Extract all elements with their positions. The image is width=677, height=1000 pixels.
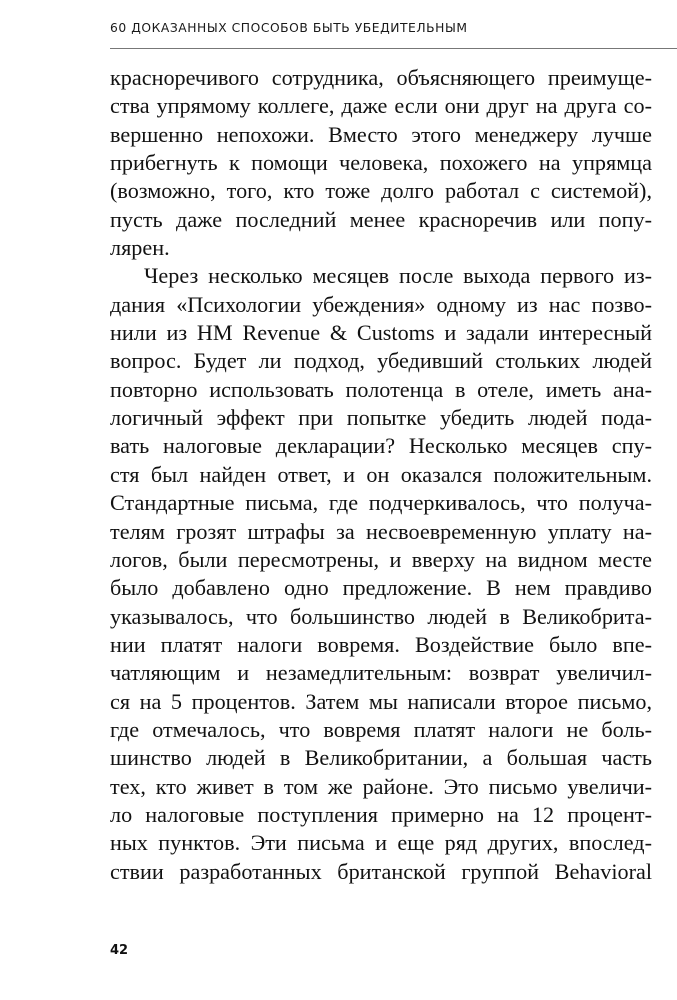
- text-line: ствии разработанных британской группой Behavioral: [110, 858, 652, 884]
- text-line: чатляющим и незамедлительным: возврат увеличил-: [110, 660, 652, 686]
- text-line: ства упрямому коллеге, даже если они друг на друга со-: [110, 93, 652, 119]
- text-line: нили из HM Revenue & Customs и задали интересный: [110, 320, 652, 346]
- running-title: 60 ДОКАЗАННЫХ СПОСОБОВ БЫТЬ УБЕДИТЕЛЬНЫМ: [110, 21, 468, 35]
- text-line: телям грозят штрафы за несвоевременную уплату на-: [110, 518, 652, 544]
- paragraph-1: [110, 64, 652, 262]
- text-line: нии платят налоги вовремя. Воздействие было впе-: [110, 631, 652, 657]
- text-line: ло налоговые поступления примерно на 12 процент-: [110, 801, 652, 827]
- text-line: ся на 5 процентов. Затем мы написали второе письмо,: [110, 688, 652, 714]
- text-line: вопрос. Будет ли подход, убедивший стольких людей: [110, 348, 652, 374]
- text-line: повторно использовать полотенца в отеле, иметь ана-: [110, 376, 652, 402]
- header-divider: [110, 48, 677, 49]
- text-line: логичный эффект при попытке убедить людей пода-: [110, 405, 652, 431]
- text-line: пусть даже последний менее красноречив или попу-: [110, 206, 652, 232]
- text-line: дания «Психологии убеждения» одному из нас позво-: [110, 291, 652, 317]
- text-line: стя был найден ответ, и он оказался положительным.: [110, 461, 652, 487]
- text-line: прибегнуть к помощи человека, похожего на упрямца: [110, 150, 652, 176]
- page-number: 42: [110, 943, 129, 958]
- text-line: вать налоговые декларации? Несколько месяцев спу-: [110, 433, 652, 459]
- text-line: где отмечалось, что вовремя платят налоги не боль-: [110, 716, 652, 742]
- text-line: лярен.: [110, 235, 170, 261]
- text-line: красноречивого сотрудника, объясняющего преимуще-: [110, 65, 652, 90]
- text-line: было добавлено одно предложение. В нем правдиво: [110, 575, 652, 601]
- paragraph-2: [110, 262, 652, 886]
- text-line: тех, кто живет в том же районе. Это письмо увеличи-: [110, 773, 652, 799]
- text-line: указывалось, что большинство людей в Великобрита-: [110, 603, 652, 629]
- text-line: Через несколько месяцев после выхода первого из-: [144, 263, 652, 289]
- text-line: Стандартные письма, где подчеркивалось, что получа-: [110, 490, 652, 516]
- text-line: вершенно непохожи. Вместо этого менеджеру лучше: [110, 121, 652, 147]
- text-line: шинство людей в Великобритании, а большая часть: [110, 745, 652, 771]
- text-line: логов, были пересмотрены, и вверху на видном месте: [110, 546, 652, 572]
- text-line: ных пунктов. Эти письма и еще ряд других, впослед-: [110, 830, 652, 856]
- body-text: [110, 64, 652, 886]
- text-line: (возможно, того, кто тоже долго работал с системой),: [110, 178, 652, 204]
